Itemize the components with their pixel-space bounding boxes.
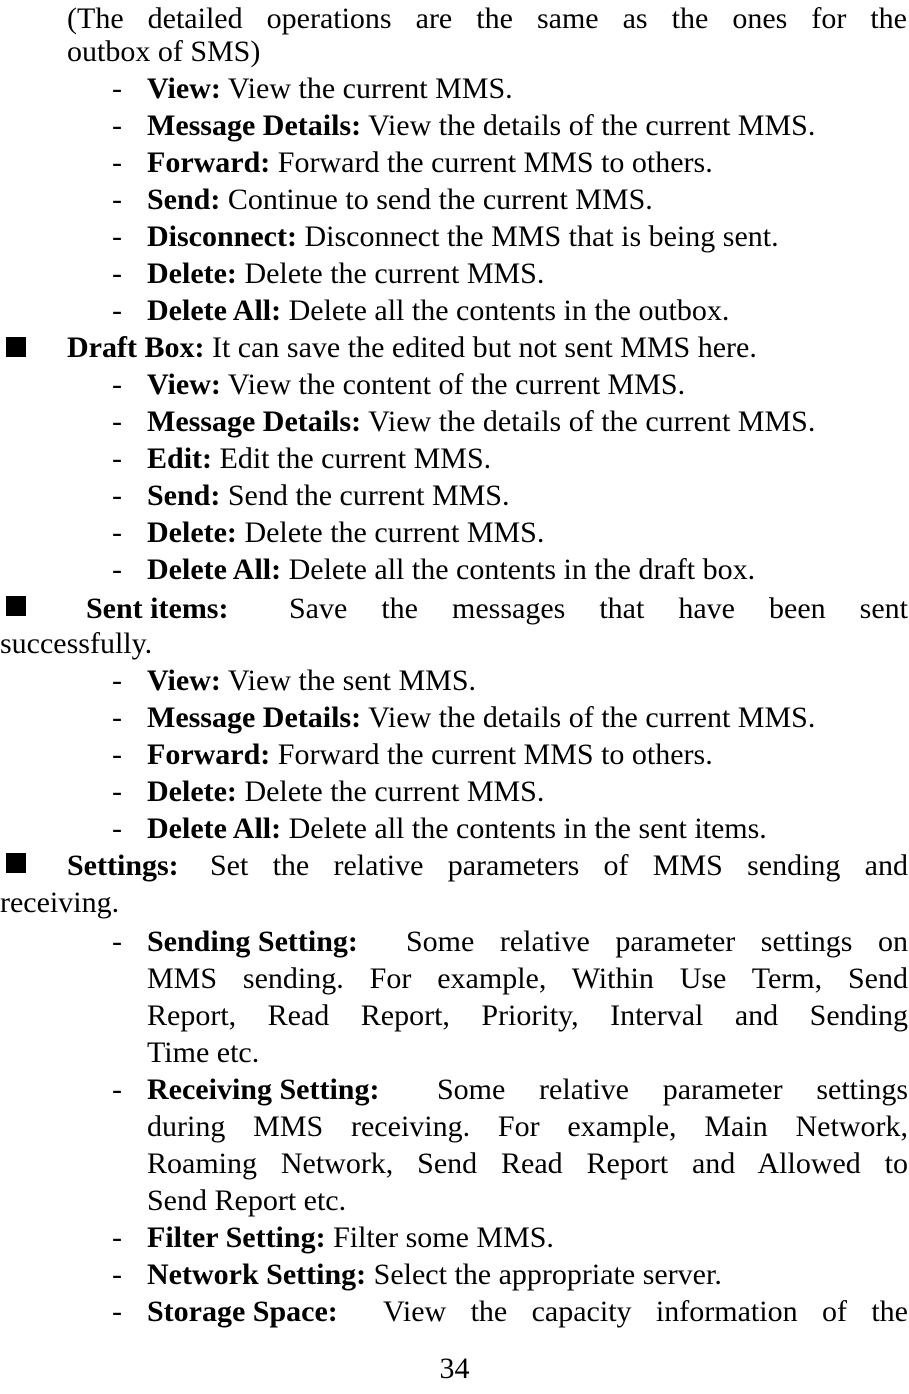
item-term: Receiving Setting: — [147, 1073, 380, 1106]
item-term: Network Setting: — [147, 1258, 367, 1291]
item-desc: Delete the current MMS. — [236, 516, 545, 549]
dash-marker: - — [112, 109, 122, 142]
dash-marker: - — [112, 1295, 122, 1328]
item-term: Disconnect: — [147, 220, 297, 253]
section-desc-line-1: Set the relative parameters of MMS sending and — [210, 849, 908, 882]
item-term: Send: — [147, 183, 221, 216]
item-desc: Delete all the contents in the outbox. — [281, 294, 730, 327]
item-term: Message Details: — [147, 109, 362, 142]
item-desc-line-3: Roaming Network, Send Read Report and Allowed to — [147, 1147, 908, 1180]
item-term: Filter Setting: — [147, 1221, 326, 1254]
item-term: Delete All: — [147, 812, 282, 845]
item-desc: View the sent MMS. — [220, 664, 477, 697]
item-desc: Delete the current MMS. — [236, 257, 545, 290]
item-desc: Forward the current MMS to others. — [270, 738, 713, 771]
intro-line-1: (The detailed operations are the same as the ones for the — [67, 2, 907, 35]
item-desc: View the current MMS. — [220, 72, 513, 105]
item-desc: Forward the current MMS to others. — [270, 146, 713, 179]
section-desc-line-2: successfully. — [0, 627, 153, 660]
dash-marker: - — [112, 479, 122, 512]
item-desc: View the details of the current MMS. — [361, 405, 816, 438]
dash-marker: - — [112, 183, 122, 216]
section-desc-line-1: Save the messages that have been sent — [289, 592, 908, 625]
item-term: Delete: — [147, 775, 237, 808]
dash-marker: - — [112, 294, 122, 327]
item-desc: Send the current MMS. — [220, 479, 510, 512]
item-desc: Delete all the contents in the sent items. — [281, 812, 767, 845]
section-term: Settings: — [67, 849, 179, 882]
item-term: Delete All: — [147, 553, 282, 586]
item-term: Sending Setting: — [147, 925, 358, 958]
dash-marker: - — [112, 368, 122, 401]
dash-marker: - — [112, 72, 122, 105]
intro-line-2: outbox of SMS) — [67, 35, 261, 68]
item-desc-line-2: during MMS receiving. For example, Main Network, — [147, 1110, 908, 1143]
page-number: 34 — [439, 1352, 470, 1385]
section-desc-line-2: receiving. — [0, 886, 120, 919]
dash-marker: - — [112, 738, 122, 771]
section-desc: It can save the edited but not sent MMS here. — [204, 331, 757, 364]
item-desc-line-1: Some relative parameter settings on — [406, 925, 908, 958]
dash-marker: - — [112, 664, 122, 697]
item-term: View: — [147, 368, 221, 401]
square-bullet-icon — [6, 337, 26, 357]
item-term: Delete All: — [147, 294, 282, 327]
dash-marker: - — [112, 405, 122, 438]
item-desc: View the content of the current MMS. — [220, 368, 686, 401]
item-desc: Delete the current MMS. — [236, 775, 545, 808]
item-term: Delete: — [147, 257, 237, 290]
square-bullet-icon — [6, 853, 26, 873]
item-term: View: — [147, 72, 221, 105]
item-desc: Continue to send the current MMS. — [220, 183, 653, 216]
item-desc: View the details of the current MMS. — [361, 701, 816, 734]
section-term: Draft Box: — [67, 331, 205, 364]
item-term: Message Details: — [147, 701, 362, 734]
item-desc: Edit the current MMS. — [212, 442, 492, 475]
item-desc: Delete all the contents in the draft box. — [281, 553, 756, 586]
dash-marker: - — [112, 925, 122, 958]
item-term: Forward: — [147, 738, 271, 771]
item-desc-line-2: MMS sending. For example, Within Use Term, Send — [147, 962, 908, 995]
dash-marker: - — [112, 1258, 122, 1291]
item-desc-line-4: Time etc. — [147, 1036, 260, 1069]
dash-marker: - — [112, 516, 122, 549]
dash-marker: - — [112, 220, 122, 253]
dash-marker: - — [112, 1221, 122, 1254]
dash-marker: - — [112, 257, 122, 290]
dash-marker: - — [112, 1073, 122, 1106]
item-term: Storage Space: — [147, 1295, 338, 1328]
dash-marker: - — [112, 812, 122, 845]
section-term: Sent items: — [86, 592, 229, 625]
item-desc: Disconnect the MMS that is being sent. — [296, 220, 779, 253]
item-desc: Select the appropriate server. — [366, 1258, 722, 1291]
item-term: Message Details: — [147, 405, 362, 438]
item-desc: Filter some MMS. — [325, 1221, 554, 1254]
dash-marker: - — [112, 146, 122, 179]
item-desc: View the details of the current MMS. — [361, 109, 816, 142]
item-desc-line-3: Report, Read Report, Priority, Interval and Sending — [147, 999, 908, 1032]
item-desc-line-1: Some relative parameter settings — [437, 1073, 908, 1106]
dash-marker: - — [112, 701, 122, 734]
item-term: Delete: — [147, 516, 237, 549]
item-term: Send: — [147, 479, 221, 512]
item-term: Forward: — [147, 146, 271, 179]
dash-marker: - — [112, 553, 122, 586]
item-desc-line-4: Send Report etc. — [147, 1184, 347, 1217]
item-term: View: — [147, 664, 221, 697]
square-bullet-icon — [6, 596, 26, 616]
item-term: Edit: — [147, 442, 213, 475]
dash-marker: - — [112, 442, 122, 475]
item-desc-line-1: View the capacity information of the — [383, 1295, 908, 1328]
dash-marker: - — [112, 775, 122, 808]
